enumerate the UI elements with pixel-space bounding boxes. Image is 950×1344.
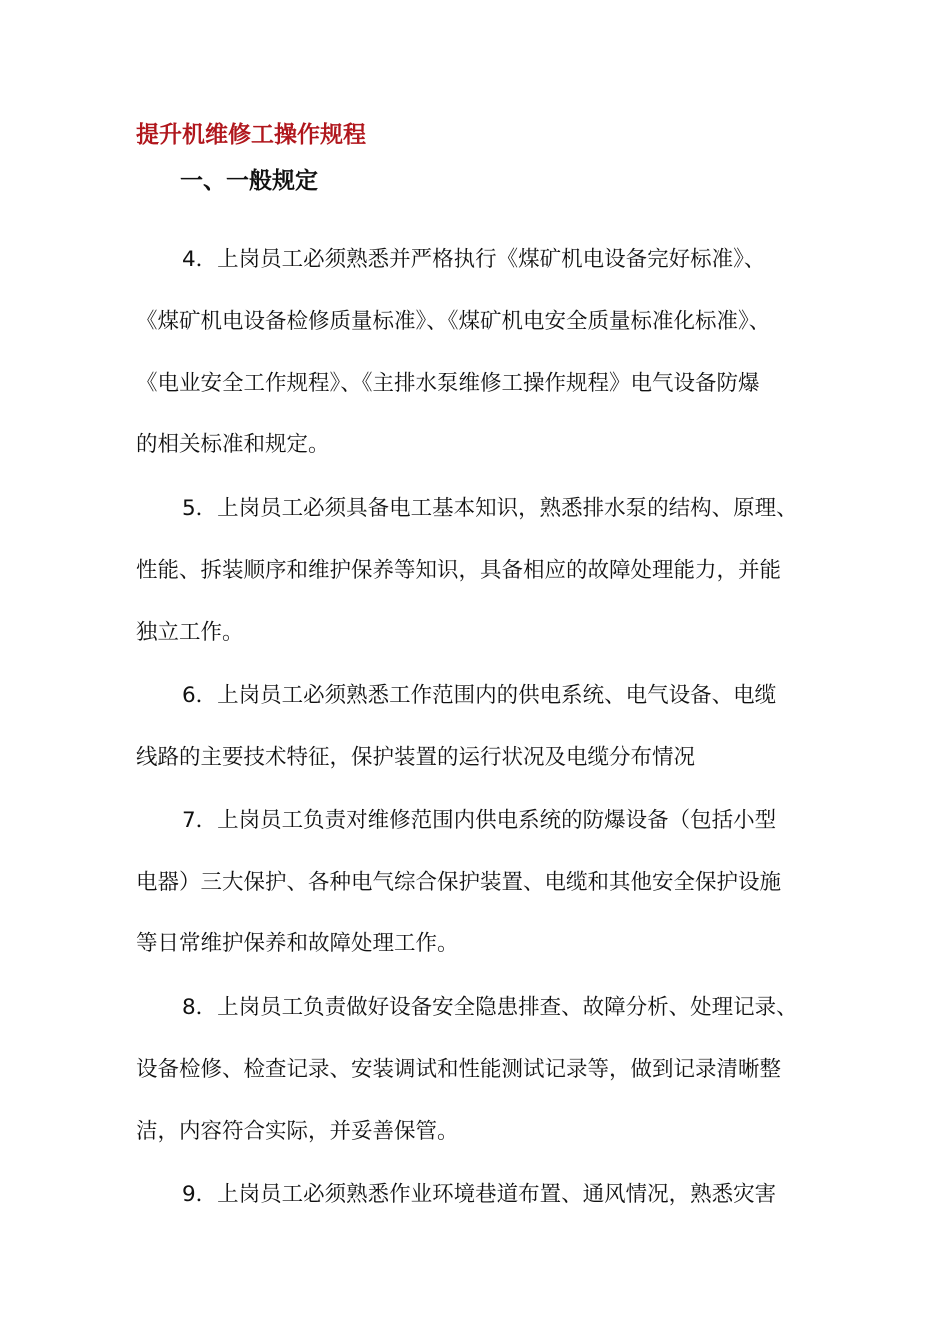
- paragraph-6-line-2: 线路的主要技术特征，保护装置的运行状况及电缆分布情况: [136, 745, 696, 770]
- section-heading: 一、一般规定: [180, 168, 318, 194]
- paragraph-5-line-2: 性能、拆装顺序和维护保养等知识，具备相应的故障处理能力，并能: [136, 558, 782, 583]
- paragraph-4-line-4: 的相关标准和规定。: [136, 432, 330, 457]
- paragraph-7-line-3: 等日常维护保养和故障处理工作。: [136, 931, 459, 956]
- paragraph-6-line-1: 6．上岗员工必须熟悉工作范围内的供电系统、电气设备、电缆: [182, 683, 777, 708]
- paragraph-4-line-2: 《煤矿机电设备检修质量标准》、《煤矿机电安全质量标准化标准》、: [136, 309, 771, 334]
- paragraph-4-line-1: 4．上岗员工必须熟悉并严格执行《煤矿机电设备完好标准》、: [182, 247, 766, 272]
- paragraph-7-line-1: 7．上岗员工负责对维修范围内供电系统的防爆设备（包括小型: [182, 808, 777, 833]
- paragraph-5-line-1: 5．上岗员工必须具备电工基本知识，熟悉排水泵的结构、原理、: [182, 496, 798, 521]
- paragraph-8-line-2: 设备检修、检查记录、安装调试和性能测试记录等，做到记录清晰整: [136, 1057, 782, 1082]
- paragraph-4-line-3: 《电业安全工作规程》、《主排水泵维修工操作规程》电气设备防爆: [136, 371, 760, 396]
- paragraph-8-line-3: 洁，内容符合实际，并妥善保管。: [136, 1119, 459, 1144]
- paragraph-8-line-1: 8．上岗员工负责做好设备安全隐患排查、故障分析、处理记录、: [182, 995, 798, 1020]
- paragraph-5-line-3: 独立工作。: [136, 620, 244, 645]
- paragraph-9-line-1: 9．上岗员工必须熟悉作业环境巷道布置、通风情况，熟悉灾害: [182, 1182, 777, 1207]
- document-title: 提升机维修工操作规程: [136, 122, 366, 148]
- paragraph-7-line-2: 电器）三大保护、各种电气综合保护装置、电缆和其他安全保护设施: [136, 870, 782, 895]
